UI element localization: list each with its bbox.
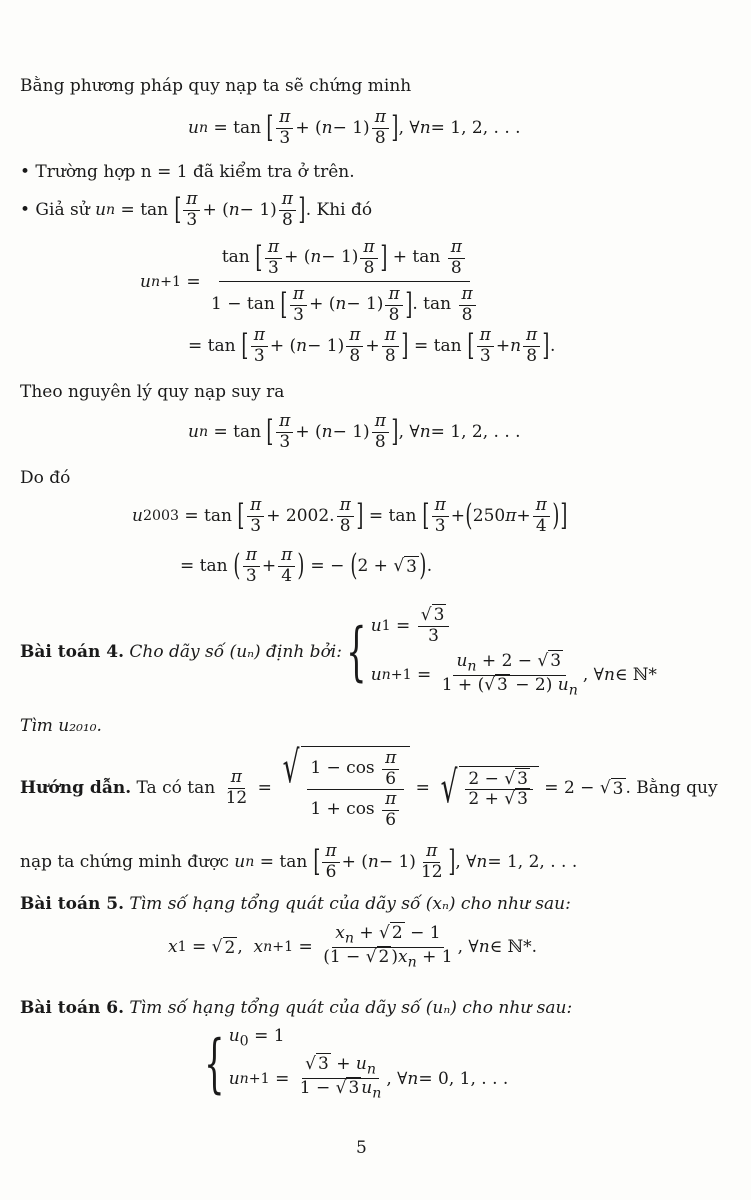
problem-4-text: Cho dãy số (uₙ) định bởi: (129, 642, 342, 663)
problem-4-title: Bài toán 4. (20, 642, 124, 663)
bullet-assume: • Giả sử u n = tan [ $\frac{\pi}{3}$ + ( n − 1) $\frac{\pi}{8}$ ] . Khi đó (20, 189, 373, 230)
problem-4: Bài toán 4. Cho dãy số (uₙ) định bởi: { u 1 = $\frac{√ 3}{3}$ u n+1 = $\frac{u_n + 2 - √ 3}{1 + (√ 3 - 2) u_n}$ , ∀ n ∈ ℕ* (20, 605, 657, 699)
problem-6-title: Bài toán 6. (20, 998, 124, 1018)
find-u2010-text: Tìm u₂₀₁₀. (20, 716, 102, 736)
problem-6-text: Tìm số hạng tổng quát của dãy số (uₙ) cho như sau: (129, 998, 573, 1018)
equation-induction-claim: u n = tan [ $\frac{\pi}{3}$ + ( n − 1) $\frac{\pi}{8}$ ] , ∀ n = 1, 2, . . . (188, 107, 521, 148)
equation-un-plus-1: u n+1 = tan [ $\frac{\pi}{3}$ + ( n − 1) $\frac{\pi}{8}$ ] + tan $\frac{\pi}{8}$ 1 − tan [ $\frac{\pi}{3}$ + ( n − 1) $\frac{\pi}{8}$ ] . tan $\frac{\pi}{8}$ (140, 238, 483, 325)
equation-u2003-result: = tan ( $\frac{\pi}{3}$ + $\frac{\pi}{4}$ ) = − ( 2 + √ 3 ) . (180, 545, 433, 586)
equation-problem-6: { $u_0 = 1$ u n+1 = $\frac{√ 3 + u_n}{1 - √ 3 u_n}$ , ∀ n = 0, 1, . . . (204, 1026, 509, 1102)
equation-problem-5: x 1 = √ 2 , x n+1 = $\frac{x_n + √ 2 - 1}{(1 - √ 2 )x_n + 1}$ , ∀ n ∈ ℕ*. (168, 923, 538, 971)
problem-5-text: Tìm số hạng tổng quát của dãy số (xₙ) cho như sau: (129, 894, 571, 914)
bullet-assume-tail: . Khi đó (305, 200, 373, 221)
find-u2010 (20, 716, 102, 736)
equation-un-plus-1-result: = tan [ $\frac{\pi}{3}$ + ( n − 1) $\frac{\pi}{8}$ + $\frac{\pi}{8}$ ] = tan [ $\frac{\pi}{3}$ + n $\frac{\pi}{8}$ ] . (188, 325, 556, 366)
equation-u2003: u 2003 = tan [ $\frac{\pi}{3}$ + 2002. $\frac{\pi}{8}$ ] = tan [ $\frac{\pi}{3}$ + ( 250 π + $\frac{\pi}{4}$ ) ] (132, 495, 567, 536)
problem-5 (20, 894, 571, 914)
therefore-text: Do đó (20, 468, 71, 488)
hint: Hướng dẫn. Ta có tan $\frac{\pi}{12}$ = √ 1 − cos $\frac{\pi}{6}$ 1 + cos $\frac{\pi}{6}$ = √ $\frac{2 - √ 3}{2 + √ 3}$ = 2 − √ 3 . Bằng quy (20, 742, 718, 830)
hint-tail: . Bằng quy (625, 778, 718, 799)
bullet-assume-label: • Giả sử (20, 200, 90, 221)
hint-line-2-text: nạp ta chứng minh được (20, 852, 229, 873)
hint-text: Ta có tan (136, 778, 216, 799)
bullet-case-one: • Trường hợp n = 1 đã kiểm tra ở trên. (20, 162, 355, 182)
equation-induction-conclusion: u n = tan [ $\frac{\pi}{3}$ + ( n − 1) $\frac{\pi}{8}$ ] , ∀ n = 1, 2, . . . (188, 411, 521, 452)
problem-6 (20, 998, 572, 1018)
conclusion-text: Theo nguyên lý quy nạp suy ra (20, 382, 285, 402)
hint-title: Hướng dẫn. (20, 778, 132, 799)
problem-5-title: Bài toán 5. (20, 894, 124, 914)
intro-text: Bằng phương pháp quy nạp ta sẽ chứng minh (20, 76, 412, 96)
page-number: 5 (356, 1138, 367, 1158)
hint-line-2: nạp ta chứng minh được u n = tan [ $\frac{\pi}{6}$ + ( n − 1) $\frac{\pi}{12}$ ] , ∀ n = 1, 2, . . . (20, 841, 578, 882)
